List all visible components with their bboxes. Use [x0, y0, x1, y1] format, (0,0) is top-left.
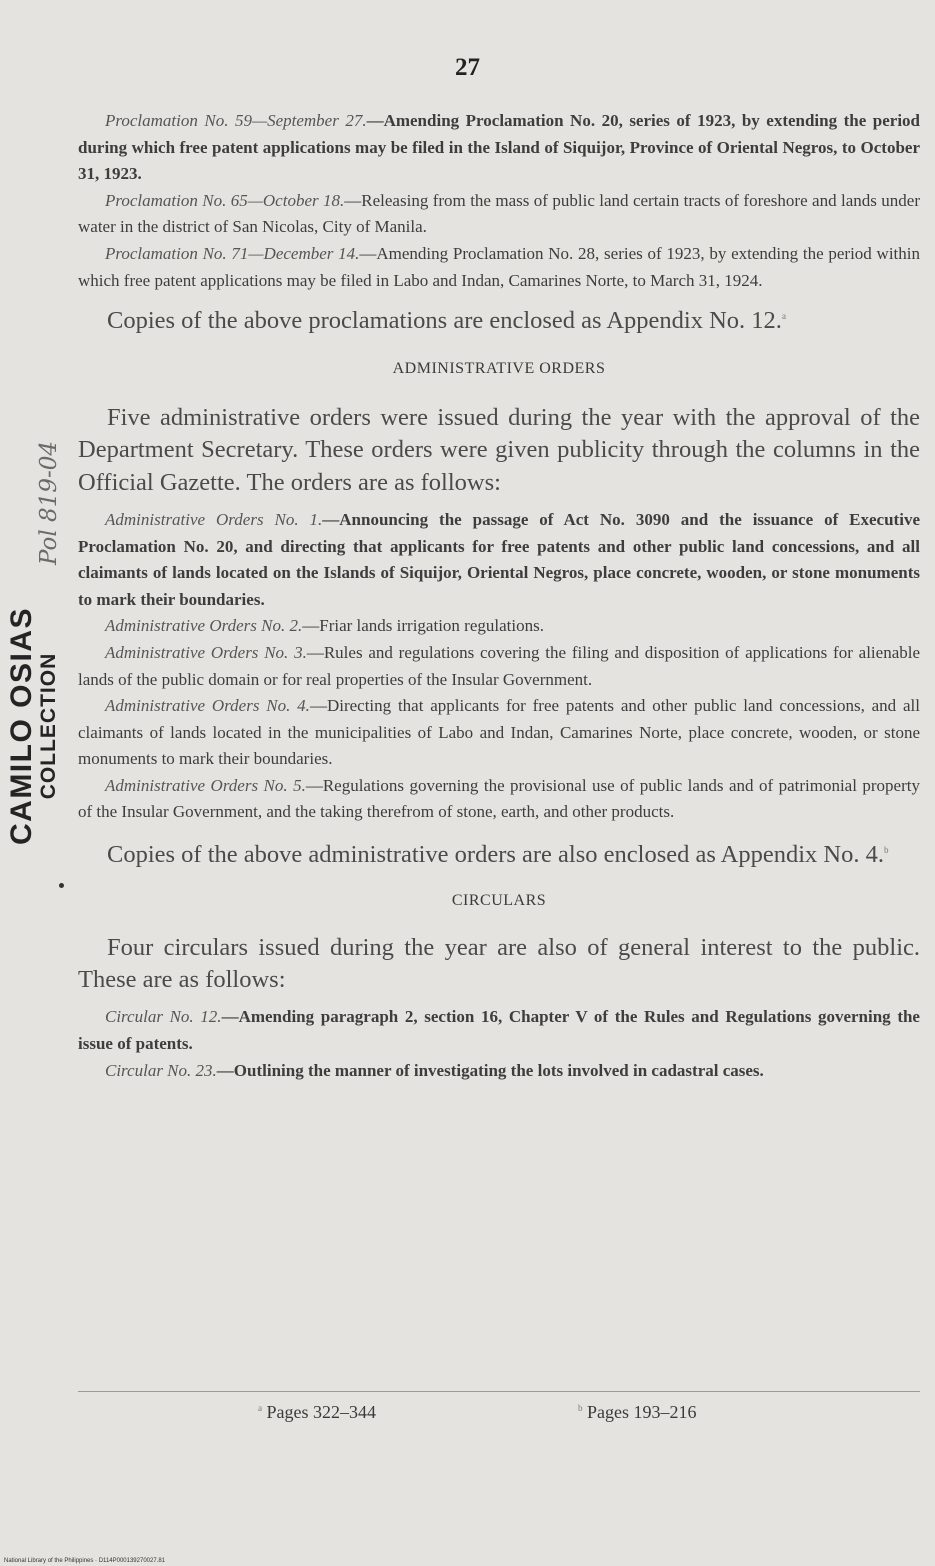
administrative-order-2 — [78, 613, 920, 640]
proclamation-71-text: —Amending Proclamation No. 28, series of 1923, by extending the period within which free patent applications may be filed in Labo and Indan, Camarines Norte, to March 31, 1924. — [78, 243, 920, 290]
proclamation-59 — [78, 108, 920, 188]
proclamation-59-text: —Amending Proclamation No. 20, series of 1923, by extending the period during which free patent applications may be filed in the Island of Siquijor, Province of Oriental Negros, to October 31, 1923. — [78, 111, 920, 184]
page-number: 27 — [455, 54, 480, 81]
circulars-intro: Four circulars issued during the year are also of general interest to the public. These are as follows: — [78, 933, 920, 994]
footnote-a-mark: a — [258, 1403, 262, 1413]
footnote-ref-a: a — [781, 311, 786, 322]
circular-12-text: —Amending paragraph 2, section 16, Chapter V of the Rules and Regulations governing the issue of patents. — [78, 1007, 920, 1054]
administrative-order-1-title: Administrative Orders No. 1. — [105, 509, 323, 529]
circular-23-title: Circular No. 23. — [105, 1060, 217, 1080]
footnote-b-mark: b — [578, 1403, 583, 1413]
scan-credit: National Library of the Philippines · D114P000139270027.81 — [4, 1558, 166, 1564]
page-body — [78, 108, 920, 1084]
administrative-order-3 — [78, 640, 920, 693]
footnote-divider — [78, 1391, 920, 1392]
margin-ink-dot — [59, 883, 64, 888]
collection-stamp — [6, 606, 60, 846]
proclamation-71 — [78, 241, 920, 294]
collection-stamp-label: COLLECTION — [37, 652, 60, 800]
proclamation-71-title: Proclamation No. 71—December 14. — [105, 243, 360, 263]
administrative-order-4-text: —Directing that applicants for free patents and other public land concessions, and all claimants of lands located in the municipalities of Labo and Indan, Camarines Norte, place concrete, wooden, or stone monuments to mark their boundaries. — [78, 696, 920, 769]
footnote-a-text: Pages 322–344 — [266, 1402, 376, 1422]
administrative-order-3-title: Administrative Orders No. 3. — [105, 642, 307, 662]
administrative-order-5-title: Administrative Orders No. 5. — [105, 775, 306, 795]
administrative-orders-appendix-note — [78, 834, 920, 872]
section-heading-circulars: CIRCULARS — [451, 891, 547, 909]
administrative-orders-appendix-text: Copies of the above administrative orders are also enclosed as Appendix No. 4. — [107, 841, 884, 869]
circular-12-title: Circular No. 12. — [105, 1007, 222, 1027]
administrative-order-4 — [78, 693, 920, 773]
proclamation-65 — [78, 188, 920, 241]
proclamations-appendix-text: Copies of the above proclamations are enclosed as Appendix No. 12. — [107, 307, 782, 335]
administrative-order-5-text: —Regulations governing the provisional use of public lands and of patrimonial property of the Insular Government, and the taking therefrom of stone, earth, and other products. — [78, 775, 920, 822]
footnote-b-text: Pages 193–216 — [587, 1402, 697, 1422]
proclamation-59-title: Proclamation No. 59—September 27. — [105, 111, 367, 130]
proclamations-appendix-note — [78, 300, 920, 338]
administrative-order-1-text: —Announcing the passage of Act No. 3090 and the issuance of Executive Proclamation No. 20, and directing that applicants for free patents and other public land concessions, and all claimants of lands located on the Islands of Siquijor, Oriental Negros, place concrete, wooden, or stone monuments to mark their boundaries. — [78, 509, 920, 609]
footnote-b — [578, 1402, 697, 1423]
administrative-orders-intro: Five administrative orders were issued during the year with the approval of the Department Secretary. These orders were given publicity through the columns in the Official Gazette. The orders are as follows: — [78, 403, 920, 496]
handwritten-call-number: Pol 819-04 — [36, 441, 62, 565]
administrative-order-4-title: Administrative Orders No. 4. — [105, 696, 310, 716]
circular-23 — [78, 1058, 920, 1085]
section-heading-administrative-orders: ADMINISTRATIVE ORDERS — [392, 359, 606, 377]
collection-stamp-name: CAMILO OSIAS — [5, 607, 38, 846]
footnote-ref-b: b — [884, 845, 889, 856]
administrative-order-3-text: —Rules and regulations covering the filing and disposition of applications for alienable lands of the public domain or for real properties of the Insular Government. — [78, 642, 921, 689]
administrative-order-2-text: —Friar lands irrigation regulations. — [302, 616, 544, 636]
proclamation-65-title: Proclamation No. 65—October 18. — [105, 190, 345, 210]
circular-23-text: —Outlining the manner of investigating the lots involved in cadastral cases. — [216, 1060, 764, 1080]
proclamation-65-text: —Releasing from the mass of public land certain tracts of foreshore and lands under water in the district of San Nicolas, City of Manila. — [78, 190, 920, 237]
footnote-a — [258, 1402, 376, 1423]
administrative-order-1 — [78, 507, 920, 613]
footnotes — [0, 1402, 935, 1432]
administrative-order-5 — [78, 773, 920, 826]
circular-12 — [78, 1004, 920, 1057]
administrative-order-2-title: Administrative Orders No. 2. — [105, 616, 303, 636]
